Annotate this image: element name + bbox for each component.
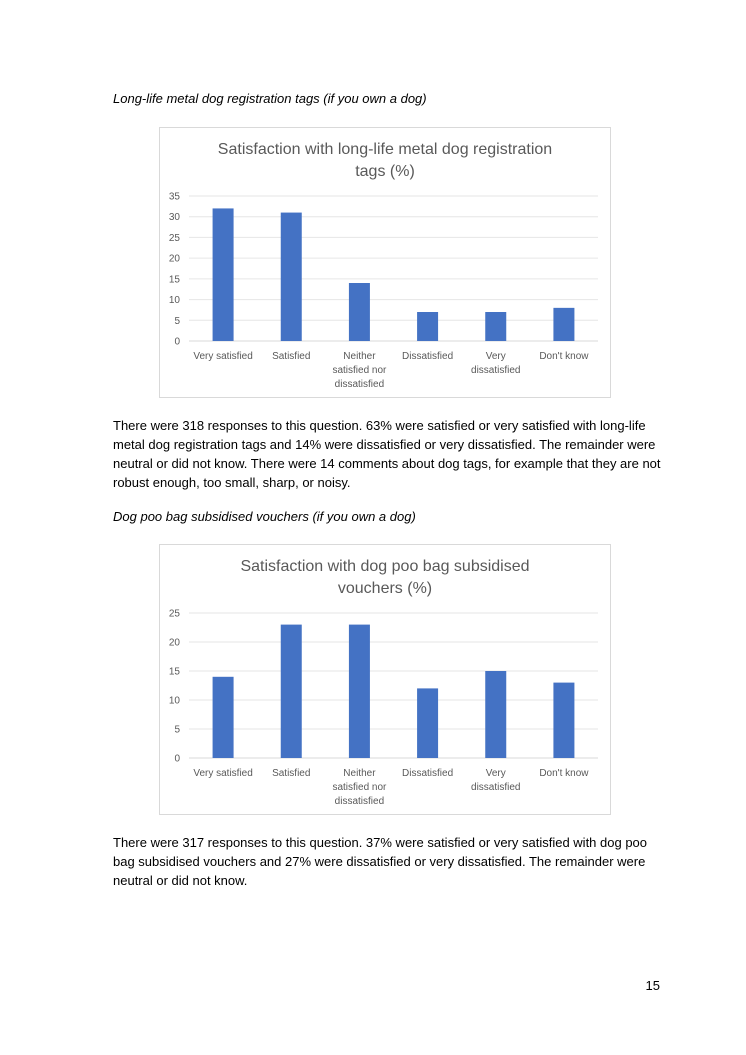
bar — [213, 677, 234, 758]
x-tick-label: Very satisfied — [193, 351, 253, 362]
section-heading-poo-bags: Dog poo bag subsidised vouchers (if you own a dog) — [113, 509, 416, 524]
y-tick-label: 0 — [174, 753, 180, 765]
chart-dog-tags-svg — [160, 128, 610, 397]
bar — [281, 625, 302, 758]
y-tick-label: 30 — [168, 212, 180, 224]
bar — [349, 625, 370, 758]
y-tick-label: 0 — [174, 336, 180, 348]
bar — [553, 308, 574, 341]
chart-title-line: vouchers (%) — [337, 580, 433, 597]
page-number: 15 — [645, 978, 660, 993]
x-tick-label: Satisfied — [272, 351, 311, 362]
chart-title-line: tags (%) — [355, 163, 415, 180]
chart-dog-tags — [159, 127, 611, 398]
bar — [553, 683, 574, 758]
y-tick-label: 25 — [168, 232, 180, 244]
bar — [349, 283, 370, 341]
y-tick-label: 10 — [168, 295, 180, 307]
x-tick-label: dissatisfied — [471, 782, 521, 793]
y-tick-label: 5 — [174, 724, 180, 736]
paragraph-poo-bags: There were 317 responses to this question. 37% were satisfied or very satisfied with dog poo bag subsidised vouchers and 27% were dissatisfied or very dissatisfied. The remainder were neutral or did not know. — [113, 835, 648, 888]
bar — [417, 312, 438, 341]
x-tick-label: Don't know — [539, 768, 589, 779]
x-tick-label: dissatisfied — [334, 796, 385, 807]
y-tick-label: 20 — [168, 253, 180, 265]
x-tick-label: dissatisfied — [334, 379, 385, 390]
y-tick-label: 15 — [168, 274, 180, 286]
x-tick-label: Neither — [343, 768, 376, 779]
x-tick-label: satisfied nor — [332, 782, 387, 793]
x-tick-label: dissatisfied — [471, 365, 521, 376]
bar — [485, 671, 506, 758]
y-tick-label: 25 — [168, 608, 180, 620]
bar — [213, 208, 234, 341]
y-tick-label: 10 — [168, 695, 180, 707]
x-tick-label: Very — [485, 768, 506, 779]
y-tick-label: 20 — [168, 637, 180, 649]
x-tick-label: satisfied nor — [332, 365, 387, 376]
x-tick-label: Don't know — [539, 351, 589, 362]
y-tick-label: 5 — [174, 315, 180, 327]
y-tick-label: 15 — [168, 666, 180, 678]
bar — [281, 213, 302, 341]
x-tick-label: Very satisfied — [193, 768, 253, 779]
x-tick-label: Neither — [343, 351, 376, 362]
x-tick-label: Satisfied — [272, 768, 311, 779]
paragraph-dog-tags: There were 318 responses to this question. 63% were satisfied or very satisfied with long-life metal dog registration tags and 14% were dissatisfied or very dissatisfied. The remainder were neutral or did not know. There were 14 comments about dog tags, for example that they are not robust enough, too small, sharp, or noisy. — [113, 418, 661, 490]
chart-poo-bags — [159, 544, 611, 815]
y-tick-label: 35 — [168, 191, 180, 203]
x-tick-label: Dissatisfied — [402, 768, 454, 779]
section-heading-dog-tags: Long-life metal dog registration tags (if you own a dog) — [113, 91, 427, 106]
bar — [485, 312, 506, 341]
chart-title-line: Satisfaction with dog poo bag subsidised — [240, 558, 530, 575]
x-tick-label: Very — [485, 351, 506, 362]
bar — [417, 688, 438, 758]
chart-title-line: Satisfaction with long-life metal dog registration — [217, 141, 553, 158]
x-tick-label: Dissatisfied — [402, 351, 454, 362]
chart-poo-bags-svg — [160, 545, 610, 814]
